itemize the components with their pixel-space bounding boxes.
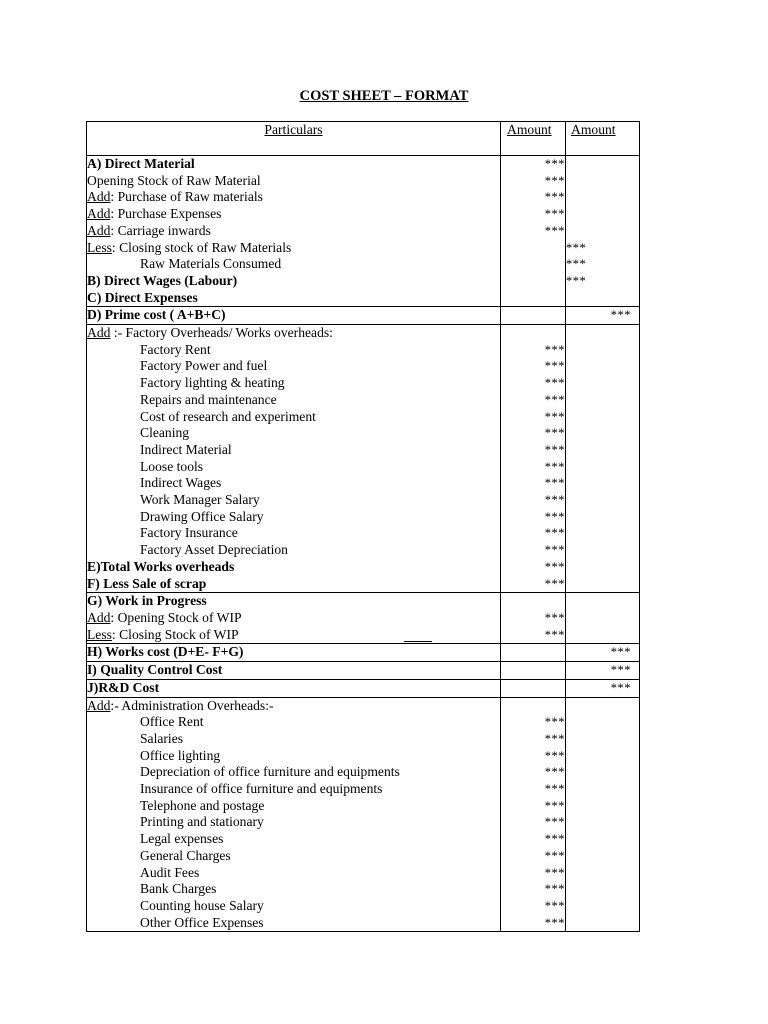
- particular-text: Drawing Office Salary: [140, 508, 264, 524]
- amount-cell-2: [566, 848, 640, 865]
- table-row: [87, 392, 640, 409]
- table-row: [87, 798, 640, 815]
- amount-placeholder: ***: [544, 748, 565, 763]
- amount-cell-1: [501, 442, 566, 459]
- particular-cell: [87, 290, 501, 307]
- particular-cell: [87, 325, 501, 342]
- particular-text: Factory Rent: [140, 341, 211, 357]
- amount-cell-2: [566, 156, 640, 173]
- particular-text: : Closing Stock of WIP: [111, 626, 239, 642]
- amount-placeholder: ***: [544, 376, 565, 391]
- particular-text: Repairs and maintenance: [140, 391, 277, 407]
- table-row: [87, 290, 640, 307]
- table-row: [87, 492, 640, 509]
- amount-cell-2: [566, 325, 640, 342]
- table-row: [87, 206, 640, 223]
- particular-cell: [87, 848, 501, 865]
- amount-cell-1: [501, 915, 566, 932]
- table-row: [87, 748, 640, 765]
- particular-cell: [87, 898, 501, 915]
- particular-cell: [87, 492, 501, 509]
- particular-text: Telephone and postage: [140, 797, 265, 813]
- amount-cell-1: [501, 559, 566, 576]
- particular-cell: [87, 593, 501, 610]
- amount-cell-1: [501, 610, 566, 627]
- amount-cell-2: [566, 409, 640, 426]
- amount-cell-1: [501, 898, 566, 915]
- prefix-label: Add: [87, 206, 111, 222]
- amount-placeholder: ***: [544, 610, 565, 625]
- table-row: [87, 559, 640, 576]
- particular-cell: [87, 610, 501, 627]
- amount-cell-1: [501, 509, 566, 526]
- amount-cell-1: [501, 714, 566, 731]
- particular-cell: [87, 814, 501, 831]
- amount-cell-1: [501, 173, 566, 190]
- amount-cell-2: [566, 764, 640, 781]
- table-row: [87, 662, 640, 680]
- particular-text: :- Administration Overheads:-: [110, 697, 274, 713]
- particular-cell: [87, 342, 501, 359]
- amount-cell-2: [566, 831, 640, 848]
- amount-cell-2: [566, 559, 640, 576]
- particular-cell: [87, 358, 501, 375]
- amount-cell-1: [501, 240, 566, 257]
- particular-text: Opening Stock of Raw Material: [87, 172, 261, 188]
- particular-text: Salaries: [140, 730, 184, 746]
- particular-cell: [87, 781, 501, 798]
- amount-placeholder: ***: [544, 882, 565, 897]
- particular-text: Other Office Expenses: [140, 914, 264, 930]
- amount-cell-1: [501, 392, 566, 409]
- particular-cell: [87, 206, 501, 223]
- particular-cell: [87, 644, 501, 662]
- table-row: [87, 425, 640, 442]
- header-row: [87, 122, 640, 156]
- table-row: [87, 156, 640, 173]
- amount-cell-2: [566, 610, 640, 627]
- amount-cell-1: [501, 342, 566, 359]
- table-row: [87, 375, 640, 392]
- amount-placeholder: ***: [544, 493, 565, 508]
- particular-text: B) Direct Wages (Labour): [87, 272, 238, 288]
- particular-text: A) Direct Material: [87, 156, 195, 171]
- cost-sheet-table: [86, 121, 640, 932]
- particular-cell: [87, 662, 501, 680]
- amount-cell-2: [566, 898, 640, 915]
- amount-placeholder: ***: [544, 509, 565, 524]
- particular-text: Legal expenses: [140, 831, 224, 847]
- particular-cell: [87, 307, 501, 325]
- amount-cell-1: [501, 593, 566, 610]
- particular-cell: [87, 459, 501, 476]
- amount-cell-1: [501, 307, 566, 325]
- particular-text: Counting house Salary: [140, 897, 264, 913]
- amount-cell-2: [566, 697, 640, 714]
- amount-cell-2: [566, 492, 640, 509]
- particular-cell: [87, 375, 501, 392]
- amount-cell-1: [501, 156, 566, 173]
- amount-cell-1: [501, 798, 566, 815]
- prefix-label: Add: [87, 609, 111, 625]
- amount-cell-2: [566, 731, 640, 748]
- amount-cell-2: [566, 375, 640, 392]
- particular-text: Factory Insurance: [140, 525, 238, 541]
- particular-cell: [87, 576, 501, 593]
- amount-cell-2: [566, 442, 640, 459]
- amount-placeholder: ***: [544, 715, 565, 730]
- particular-cell: [87, 156, 501, 173]
- particular-text: Factory Asset Depreciation: [140, 542, 288, 558]
- table-row: [87, 610, 640, 627]
- particular-cell: [87, 697, 501, 714]
- amount-cell-2: [566, 240, 640, 257]
- amount-header-1: Amount: [501, 122, 566, 156]
- amount-cell-2: [566, 748, 640, 765]
- particular-text: Raw Materials Consumed: [140, 256, 282, 272]
- amount-placeholder: ***: [544, 559, 565, 574]
- table-row: [87, 542, 640, 559]
- table-row: [87, 307, 640, 325]
- table-row: [87, 831, 640, 848]
- amount-cell-2: [566, 525, 640, 542]
- amount-cell-2: [566, 475, 640, 492]
- amount-placeholder: ***: [544, 526, 565, 541]
- particular-cell: [87, 409, 501, 426]
- amount-placeholder: ***: [610, 645, 631, 660]
- table-row: [87, 459, 640, 476]
- amount-cell-2: [566, 392, 640, 409]
- amount-cell-1: [501, 814, 566, 831]
- amount-placeholder: ***: [544, 815, 565, 830]
- particular-text: Factory Power and fuel: [140, 358, 268, 374]
- amount-cell-1: [501, 865, 566, 882]
- amount-cell-1: [501, 409, 566, 426]
- amount-placeholder: ***: [544, 442, 565, 457]
- amount-cell-2: [566, 307, 640, 325]
- amount-cell-1: [501, 542, 566, 559]
- prefix-label: Add: [87, 697, 111, 713]
- amount-cell-2: [566, 358, 640, 375]
- amount-placeholder: ***: [544, 543, 565, 558]
- blank-underline: [404, 641, 432, 642]
- amount-cell-2: [566, 714, 640, 731]
- page-title: COST SHEET – FORMAT: [299, 88, 469, 104]
- particular-text: General Charges: [140, 847, 231, 863]
- particular-cell: [87, 442, 501, 459]
- particular-text: E)Total Works overheads: [87, 558, 235, 574]
- amount-placeholder: ***: [566, 240, 587, 255]
- amount-placeholder: ***: [544, 392, 565, 407]
- cost-sheet-body: [87, 122, 640, 932]
- table-row: [87, 781, 640, 798]
- amount-cell-2: [566, 627, 640, 644]
- amount-placeholder: ***: [544, 207, 565, 222]
- particular-text: G) Work in Progress: [87, 593, 207, 609]
- amount-placeholder: ***: [544, 476, 565, 491]
- prefix-label: Add: [87, 325, 111, 341]
- particular-text: J)R&D Cost: [87, 679, 160, 695]
- amount-cell-2: [566, 173, 640, 190]
- amount-cell-2: [566, 459, 640, 476]
- particular-text: : Purchase of Raw materials: [110, 189, 263, 205]
- prefix-label: Less: [87, 239, 112, 255]
- table-row: [87, 865, 640, 882]
- particular-text: Work Manager Salary: [140, 492, 260, 508]
- particular-text: :- Factory Overheads/ Works overheads:: [110, 325, 333, 341]
- table-row: [87, 915, 640, 932]
- amount-placeholder: ***: [544, 865, 565, 880]
- particular-cell: [87, 679, 501, 697]
- table-row: [87, 881, 640, 898]
- particular-text: Office lighting: [140, 747, 221, 763]
- table-row: [87, 173, 640, 190]
- amount-placeholder: ***: [610, 308, 631, 323]
- particular-text: Loose tools: [140, 458, 204, 474]
- amount-cell-1: [501, 781, 566, 798]
- amount-cell-1: [501, 290, 566, 307]
- particular-text: Depreciation of office furniture and equipments: [140, 764, 400, 780]
- particular-cell: [87, 525, 501, 542]
- amount-placeholder: ***: [544, 915, 565, 930]
- amount-cell-2: [566, 576, 640, 593]
- amount-cell-2: [566, 342, 640, 359]
- amount-cell-2: [566, 425, 640, 442]
- amount-cell-2: [566, 865, 640, 882]
- particular-cell: [87, 748, 501, 765]
- amount-cell-2: [566, 509, 640, 526]
- amount-cell-2: [566, 593, 640, 610]
- particular-cell: [87, 831, 501, 848]
- particular-cell: [87, 256, 501, 273]
- particular-text: : Closing stock of Raw Materials: [111, 239, 292, 255]
- particular-cell: [87, 865, 501, 882]
- amount-cell-2: [566, 273, 640, 290]
- table-row: [87, 593, 640, 610]
- table-row: [87, 644, 640, 662]
- amount-placeholder: ***: [544, 223, 565, 238]
- amount-cell-1: [501, 764, 566, 781]
- amount-cell-1: [501, 697, 566, 714]
- table-row: [87, 189, 640, 206]
- amount-cell-2: [566, 915, 640, 932]
- amount-cell-1: [501, 206, 566, 223]
- particular-text: Printing and stationary: [140, 814, 264, 830]
- table-row: [87, 325, 640, 342]
- amount-placeholder: ***: [544, 157, 565, 171]
- particulars-header: Particulars: [87, 122, 501, 156]
- amount-cell-1: [501, 679, 566, 697]
- table-row: [87, 358, 640, 375]
- amount-cell-2: [566, 679, 640, 697]
- amount-cell-1: [501, 848, 566, 865]
- particular-text: Audit Fees: [140, 864, 200, 880]
- particular-text: D) Prime cost ( A+B+C): [87, 307, 226, 323]
- prefix-label: Add: [87, 222, 111, 238]
- amount-placeholder: ***: [544, 426, 565, 441]
- particular-text: C) Direct Expenses: [87, 289, 198, 305]
- particular-text: Cleaning: [140, 425, 190, 441]
- particular-text: Factory lighting & heating: [140, 375, 285, 391]
- amount-cell-1: [501, 425, 566, 442]
- amount-cell-1: [501, 223, 566, 240]
- particular-cell: [87, 798, 501, 815]
- particular-text: Insurance of office furniture and equipments: [140, 781, 383, 797]
- particular-text: : Opening Stock of WIP: [110, 609, 242, 625]
- amount-placeholder: ***: [544, 731, 565, 746]
- amount-placeholder: ***: [544, 832, 565, 847]
- table-row: [87, 898, 640, 915]
- amount-cell-2: [566, 814, 640, 831]
- amount-header-2: Amount: [566, 122, 640, 156]
- particular-cell: [87, 189, 501, 206]
- amount-cell-1: [501, 492, 566, 509]
- amount-cell-1: [501, 475, 566, 492]
- amount-placeholder: ***: [566, 257, 587, 272]
- table-row: [87, 627, 640, 644]
- particular-cell: [87, 240, 501, 257]
- amount-placeholder: ***: [610, 663, 631, 678]
- table-row: [87, 576, 640, 593]
- particular-cell: [87, 509, 501, 526]
- table-row: [87, 475, 640, 492]
- particular-cell: [87, 881, 501, 898]
- amount-cell-1: [501, 189, 566, 206]
- amount-cell-2: [566, 644, 640, 662]
- particular-cell: [87, 223, 501, 240]
- particular-text: Indirect Wages: [140, 475, 222, 491]
- amount-cell-1: [501, 459, 566, 476]
- amount-placeholder: ***: [566, 273, 587, 288]
- table-row: [87, 509, 640, 526]
- amount-placeholder: ***: [544, 848, 565, 863]
- table-row: [87, 764, 640, 781]
- amount-cell-1: [501, 748, 566, 765]
- amount-cell-2: [566, 781, 640, 798]
- amount-placeholder: ***: [544, 173, 565, 188]
- particular-cell: [87, 425, 501, 442]
- amount-placeholder: ***: [544, 342, 565, 357]
- particular-text: : Carriage inwards: [110, 222, 211, 238]
- amount-cell-2: [566, 256, 640, 273]
- amount-cell-1: [501, 325, 566, 342]
- particular-cell: [87, 542, 501, 559]
- amount-placeholder: ***: [544, 765, 565, 780]
- amount-placeholder: ***: [544, 190, 565, 205]
- table-row: [87, 814, 640, 831]
- table-row: [87, 525, 640, 542]
- table-row: [87, 697, 640, 714]
- particular-cell: [87, 764, 501, 781]
- table-row: [87, 240, 640, 257]
- particular-cell: [87, 714, 501, 731]
- amount-placeholder: ***: [544, 898, 565, 913]
- amount-placeholder: ***: [544, 359, 565, 374]
- table-row: [87, 731, 640, 748]
- amount-cell-2: [566, 662, 640, 680]
- prefix-label: Less: [87, 626, 112, 642]
- amount-cell-1: [501, 644, 566, 662]
- particular-text: Office Rent: [140, 714, 204, 730]
- amount-cell-1: [501, 627, 566, 644]
- amount-cell-1: [501, 576, 566, 593]
- amount-cell-1: [501, 256, 566, 273]
- particular-cell: [87, 475, 501, 492]
- table-row: [87, 442, 640, 459]
- particular-cell: [87, 627, 501, 644]
- amount-placeholder: ***: [544, 409, 565, 424]
- particular-text: Indirect Material: [140, 441, 232, 457]
- particular-text: I) Quality Control Cost: [87, 662, 223, 678]
- table-row: [87, 342, 640, 359]
- amount-cell-2: [566, 798, 640, 815]
- particular-cell: [87, 392, 501, 409]
- table-row: [87, 848, 640, 865]
- particular-cell: [87, 731, 501, 748]
- particular-text: Bank Charges: [140, 881, 217, 897]
- particular-cell: [87, 273, 501, 290]
- amount-cell-1: [501, 525, 566, 542]
- amount-cell-2: [566, 881, 640, 898]
- particular-cell: [87, 173, 501, 190]
- amount-cell-1: [501, 881, 566, 898]
- amount-cell-1: [501, 831, 566, 848]
- particular-text: Cost of research and experiment: [140, 408, 316, 424]
- particular-cell: [87, 559, 501, 576]
- amount-placeholder: ***: [544, 627, 565, 642]
- amount-placeholder: ***: [544, 782, 565, 797]
- amount-cell-2: [566, 542, 640, 559]
- amount-placeholder: ***: [610, 680, 631, 695]
- particular-text: F) Less Sale of scrap: [87, 575, 207, 591]
- particular-text: : Purchase Expenses: [110, 206, 222, 222]
- amount-cell-1: [501, 662, 566, 680]
- table-row: [87, 679, 640, 697]
- amount-cell-2: [566, 206, 640, 223]
- table-row: [87, 223, 640, 240]
- amount-cell-1: [501, 358, 566, 375]
- amount-cell-1: [501, 273, 566, 290]
- amount-placeholder: ***: [544, 576, 565, 591]
- table-row: [87, 256, 640, 273]
- table-row: [87, 273, 640, 290]
- table-row: [87, 409, 640, 426]
- particular-cell: [87, 915, 501, 932]
- amount-placeholder: ***: [544, 798, 565, 813]
- amount-cell-2: [566, 189, 640, 206]
- prefix-label: Add: [87, 189, 111, 205]
- particular-text: H) Works cost (D+E- F+G): [87, 644, 244, 660]
- amount-placeholder: ***: [544, 459, 565, 474]
- amount-cell-1: [501, 731, 566, 748]
- table-row: [87, 714, 640, 731]
- amount-cell-2: [566, 223, 640, 240]
- amount-cell-1: [501, 375, 566, 392]
- amount-cell-2: [566, 290, 640, 307]
